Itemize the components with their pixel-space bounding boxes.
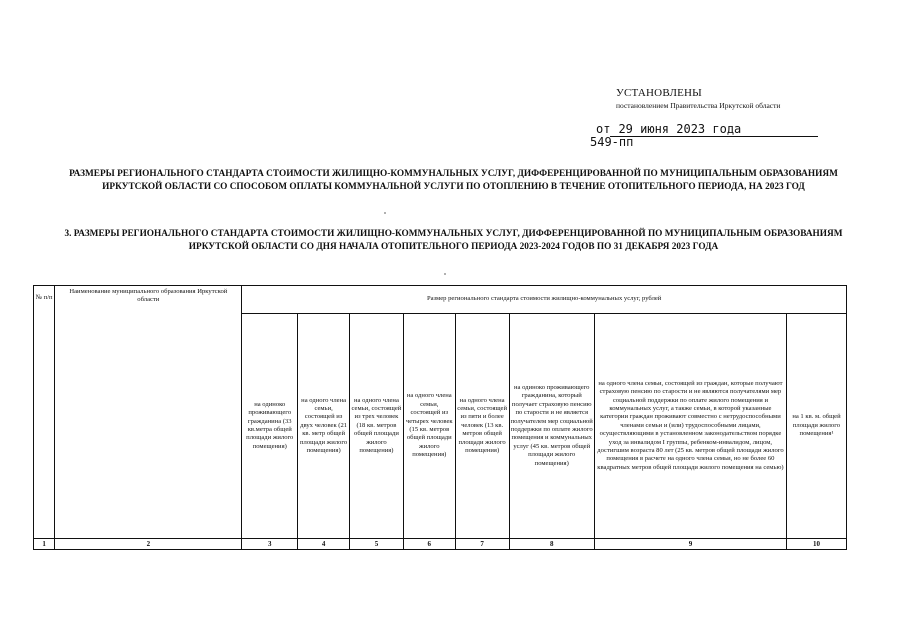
approval-authority: постановлением Правительства Иркутской области bbox=[616, 101, 781, 110]
column-number: 3 bbox=[242, 539, 298, 550]
header-family-of-three: на одного члена семьи, состоящей из трех человек (18 кв. метров общей площади жилого помещения) bbox=[350, 314, 404, 539]
standard-cost-table bbox=[33, 285, 847, 550]
header-cost-group: Размер регионального стандарта стоимости жилищно-коммунальных услуг, рублей bbox=[242, 286, 847, 314]
section-title: 3. РАЗМЕРЫ РЕГИОНАЛЬНОГО СТАНДАРТА СТОИМОСТИ ЖИЛИЩНО-КОММУНАЛЬНЫХ УСЛУГ, ДИФФЕРЕНЦИРОВАННОЙ ПО МУНИЦИПАЛЬНЫМ ОБРАЗОВАНИЯМ ИРКУТСКОЙ ОБЛАСТИ СО ДНЯ НАЧАЛА ОТОПИТЕЛЬНОГО ПЕРИОДА 2023-2024 ГОДОВ ПО 31 ДЕКАБРЯ 2023 ГОДА bbox=[64, 229, 843, 252]
approval-date: 29 июня 2023 года bbox=[610, 122, 818, 137]
column-number: 9 bbox=[594, 539, 786, 550]
column-number: 8 bbox=[509, 539, 594, 550]
column-number: 7 bbox=[455, 539, 509, 550]
header-single-resident: на одиноко проживающего гражданина (33 кв.метра общей площади жилого помещения) bbox=[242, 314, 298, 539]
column-number: 5 bbox=[350, 539, 404, 550]
column-number: 2 bbox=[55, 539, 242, 550]
approval-title: УСТАНОВЛЕНЫ bbox=[616, 87, 702, 99]
header-family-of-four: на одного члена семьи, состоящей из четырех человек (15 кв. метров общей площади жилого помещения) bbox=[403, 314, 455, 539]
header-pensioner-family: на одного члена семьи, состоящей из граждан, которые получают страховую пенсию по старости и не являются получателями мер социальной поддержки по оплате жилого помещения и коммунальных услуг, а также семьи, в которой указанные категории граждан проживают совместно с нетрудоспособными членами семьи и (или) трудоспособными лицами, осуществляющими в установленном законодательством порядке уход за инвалидом I группы, ребенком-инвалидом, лицом, достигшим возраста 80 лет (25 кв. метров общей площади жилого помещения в расчете на одного члена семьи, но не более 60 квадратных метров общей площади жилого помещения на семью) bbox=[594, 314, 786, 539]
scan-speck bbox=[444, 273, 446, 275]
header-family-of-two: на одного члена семьи, состоящей из двух человек (21 кв. метр общей площади жилого помещения) bbox=[298, 314, 350, 539]
column-number: 6 bbox=[403, 539, 455, 550]
column-number: 1 bbox=[34, 539, 55, 550]
approval-number: 549-пп bbox=[590, 135, 634, 149]
column-number: 10 bbox=[786, 539, 846, 550]
column-number: 4 bbox=[298, 539, 350, 550]
main-title: РАЗМЕРЫ РЕГИОНАЛЬНОГО СТАНДАРТА СТОИМОСТИ ЖИЛИЩНО-КОММУНАЛЬНЫХ УСЛУГ, ДИФФЕРЕНЦИРОВАННОЙ ПО МУНИЦИПАЛЬНЫМ ОБРАЗОВАНИЯМ ИРКУТСКОЙ ОБЛАСТИ СО СПОСОБОМ ОПЛАТЫ КОММУНАЛЬНОЙ УСЛУГИ ПО ОТОПЛЕНИЮ В ТЕЧЕНИЕ ОТОПИТЕЛЬНОГО ПЕРИОДА, НА 2023 ГОД bbox=[69, 169, 838, 192]
header-per-square-meter: на 1 кв. м. общей площади жилого помещения¹ bbox=[786, 314, 846, 539]
approval-date-prefix: от bbox=[596, 122, 611, 136]
scan-speck bbox=[384, 212, 386, 214]
header-family-of-five-plus: на одного члена семьи, состоящей из пяти и более человек (13 кв. метров общей площади жилого помещения) bbox=[455, 314, 509, 539]
header-single-pensioner: на одиноко проживающего гражданина, который получает страховую пенсию по старости и не является получателем мер социальной поддержки по оплате жилого помещения и коммунальных услуг (45 кв. метров общей площади жилого помещения) bbox=[509, 314, 594, 539]
header-municipality: Наименование муниципального образования Иркутской области bbox=[55, 286, 242, 539]
header-row-number: № п/п bbox=[34, 286, 55, 539]
